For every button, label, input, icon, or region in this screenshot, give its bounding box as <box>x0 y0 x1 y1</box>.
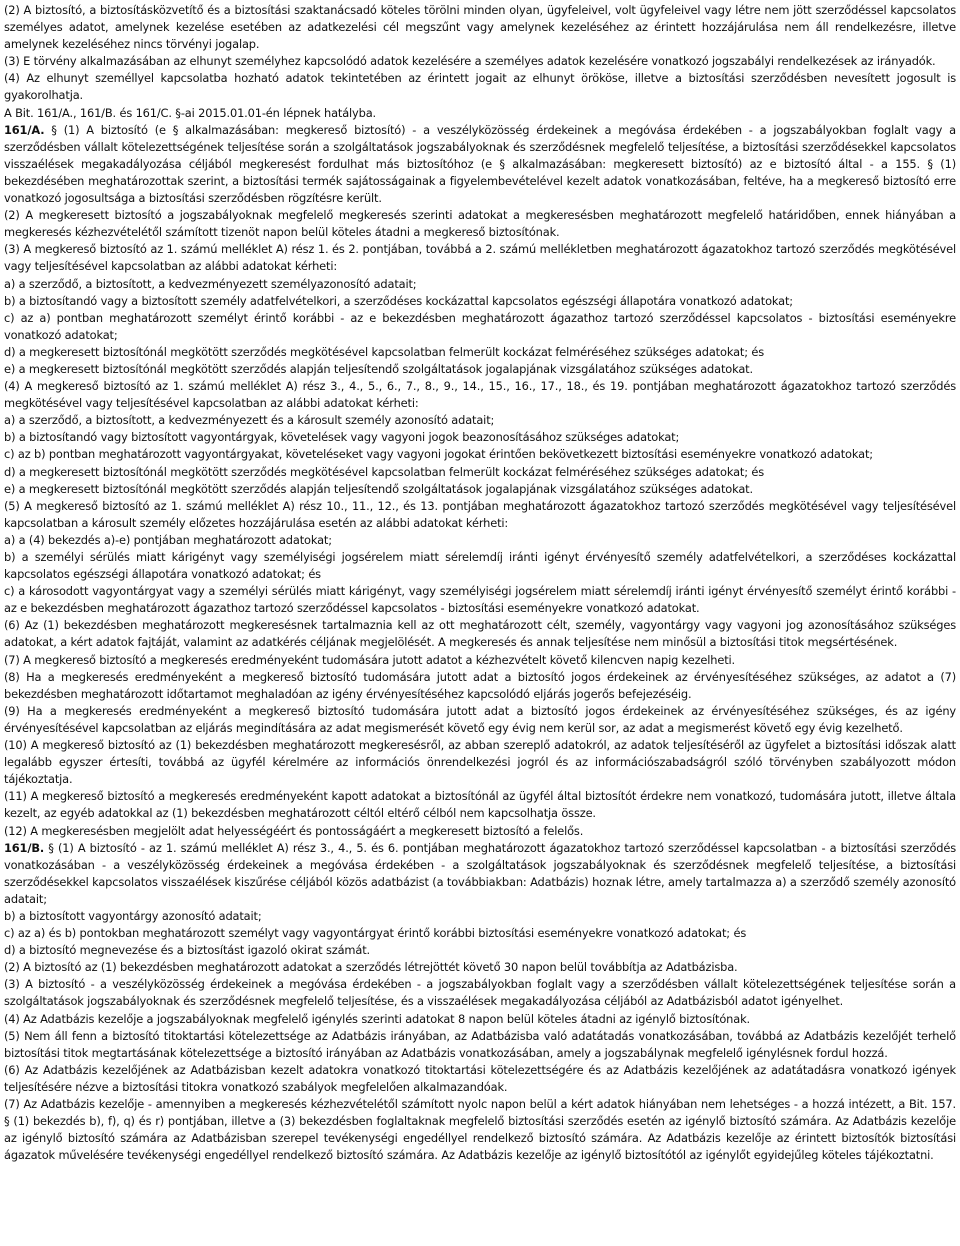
paragraph <box>4 105 956 122</box>
paragraph <box>4 498 956 532</box>
paragraph-text: § (1) A biztosító (e § alkalmazásában: megkereső biztosító) - a veszélyközösség érdekeinek a megóvása érdekében - a jogszabályokban foglalt vagy a szerződésben vállalt kötelezettségének teljesítése során a szolgáltatások jogszabályoknak és szerződésnek megfelelő teljesítése, a biztosítási szerződésekkel kapcsolatos visszaélések megakadályozása céljából megkeresést fordulhat más biztosítóhoz (e § alkalmazásában: megkeresett biztosító) az e biztosító által - a 155. § (1) bekezdésében meghatározottak szerint, a biztosítási termék sajátosságainak a figyelembevételével kezelt adatok vonatkozásában, feltéve, ha a megkereső biztosító erre vonatkozó jogosultsága a biztosítási szerződésben rögzítésre került. <box>4 122 956 206</box>
paragraph-text: (9) Ha a megkeresés eredményeként a megkereső biztosító tudomására jutott adat a biztosító jogos érdekeinek az érvényesítéséhez szükséges, és az igény érvényesítésével kapcsolatban az eljárás megindítására az adat megismerését követő egy évig nem kerül sor, az adat a megismerést követő egy évig kezelhető. <box>4 703 956 735</box>
section-number: 161/B. <box>4 840 45 855</box>
paragraph-text: (11) A megkereső biztosító a megkeresés eredményeként kapott adatokat a biztosítónál az ügyfél által biztosítót érdekre nem vonatkozó, tudomására jutott, illetve általa kezelt, az egyéb adatokkal az (1) bekezdésben meghatározott céltól eltérő célból nem kapcsolhatja össze. <box>4 789 956 821</box>
paragraph <box>4 70 956 104</box>
paragraph <box>4 2 956 53</box>
paragraph-text: (2) A megkeresett biztosító a jogszabályoknak megfelelő megkeresés szerinti adatokat a megkeresésben meghatározott megfelelő határidőben, ennek hiányában a megkeresés kézhezvételétől számított tizenöt napon belül köteles átadni a megkereső biztosítónak. <box>4 208 956 240</box>
paragraph-text: § (1) A biztosító - az 1. számú melléklet A) rész 3., 4., 5. és 6. pontjában meghatározott ágazatokhoz tartozó szerződéssel kapcsolatban - a biztosítási szerződés vonatkozásában - a veszélyközösség érdekeinek a megóvása érdekében - a szolgáltatások jogszabályoknak és szerződésnek megfelelő teljesítése, a biztosítási szerződésekkel kapcsolatos visszaélések kiszűrése céljából közös adatbázist (a továbbiakban: Adatbázis) hoznak létre, amely tartalmazza a) a szerződő személy azonosító adatait; <box>4 840 956 906</box>
paragraph <box>4 446 956 463</box>
paragraph-text: (3) E törvény alkalmazásában az elhunyt személyhez kapcsolódó adatok kezelésére a személyes adatok kezelésére vonatkozó jogszabályi rendelkezések az irányadók. <box>4 54 936 69</box>
paragraph-text: b) a biztosítandó vagy biztosított vagyontárgyak, követelések vagy vagyoni jogok beazonosításához szükséges adatokat; <box>4 430 680 445</box>
paragraph <box>4 464 956 481</box>
paragraph <box>4 241 956 275</box>
paragraph-text: (7) Az Adatbázis kezelője - amennyiben a megkeresés kézhezvételétől számított nyolc napon belül a kért adatok hiányában nem lehetséges - a hozzá intézett, a Bit. 157. § (1) bekezdés b), f), q) és r) pontjában, illetve a (3) bekezdésben foglaltaknak megfelelő biztosítási szerződés esetén az igénylő biztosító számára. Az Adatbázis kezelője az igénylő biztosító számára az Adatbázisban szerepel tevékenységi engedéllyel rendelkező biztosító számára. Az Adatbázis kezelője az érintett biztosítók biztosítási ágazatok művelésére tevékenységi engedéllyel rendelkező biztosító számára. Az Adatbázis kezelője az igénylő biztosítótól az igénylőt egyidejűleg köteles tájékoztatni. <box>4 1097 956 1163</box>
paragraph <box>4 310 956 344</box>
paragraph-text: (10) A megkereső biztosító az (1) bekezdésben meghatározott megkeresésről, az abban szereplő adatokról, az adatok teljesítéséről az ügyfelet a biztosítási időszak alatt legalább egyszer értesíti, továbbá az ügyfél kérelmére az információs önrendelkezési jogról és az információszabadságról szóló törvényben szabályozott módon tájékoztatja. <box>4 738 956 787</box>
paragraph-text: (8) Ha a megkeresés eredményeként a megkereső biztosító tudomására jutott adat a biztosító jogos érdekeinek az érvényesítéséhez szükséges, az adatot a (7) bekezdésben meghatározott időtartamot meghaladóan az igény érvényesítéséhez kapcsolódó eljárás jogerős befejezéséig. <box>4 669 956 701</box>
paragraph-text: (12) A megkeresésben megjelölt adat helyességéért és pontosságáért a megkeresett biztosító a felelős. <box>4 823 584 838</box>
paragraph <box>4 942 956 959</box>
paragraph-text: (4) A megkereső biztosító az 1. számú melléklet A) rész 3., 4., 5., 6., 7., 8., 9., 14., 15., 16., 17., 18., és 19. pontjában meghatározott ágazatokhoz tartozó szerződés megkötésével vagy teljesítésével kapcsolatban az alábbi adatokat kérheti: <box>4 379 956 411</box>
paragraph <box>4 840 956 908</box>
paragraph-text: a) a szerződő, a biztosított, a kedvezményezett személyazonosító adatait; <box>4 276 417 291</box>
paragraph-text: c) az b) pontban meghatározott vagyontárgyakat, követeléseket vagy vagyoni jogokat érintően bekövetkezett biztosítási eseményekre vonatkozó adatokat; <box>4 447 873 462</box>
paragraph <box>4 481 956 498</box>
paragraph-text: (5) Nem áll fenn a biztosító titoktartási kötelezettsége az Adatbázis irányában, az Adatbázisba való adatátadás vonatkozásában, továbbá az Adatbázis kezelőjét terhelő biztosítási titok megtartásának kötelezettsége a biztosító irányában az Adatbázis vonatkozásában, amely a jogszabálynak megfelelő igénylésnek fordul hozzá. <box>4 1028 956 1060</box>
paragraph-text: A Bit. 161/A., 161/B. és 161/C. §-ai 2015.01.01-én lépnek hatályba. <box>4 105 377 120</box>
paragraph-text: (2) A biztosító, a biztosításközvetítő és a biztosítási szaktanácsadó köteles törölni minden olyan, ügyfeleivel, volt ügyfeleivel vagy létre nem jött szerződéssel kapcsolatos személyes adatot, amelynek kezelése esetében az adatkezelési cél megszűnt vagy amelynek kezeléséhez az érintett hozzájárulása nem áll rendelkezésre, illetve amelynek kezeléséhez nincs törvényi jogalap. <box>4 3 956 52</box>
paragraph <box>4 976 956 1010</box>
paragraph <box>4 908 956 925</box>
paragraph <box>4 1062 956 1096</box>
paragraph <box>4 1011 956 1028</box>
paragraph <box>4 122 956 207</box>
paragraph <box>4 1028 956 1062</box>
paragraph <box>4 378 956 412</box>
paragraph-text: a) a (4) bekezdés a)-e) pontjában meghatározott adatokat; <box>4 532 332 547</box>
paragraph-text: (4) Az Adatbázis kezelője a jogszabályoknak megfelelő igénylés szerinti adatokat 8 napon belül köteles átadni az igénylő biztosítónak. <box>4 1011 750 1026</box>
paragraph-text: c) a károsodott vagyontárgyat vagy a személyi sérülés miatt kárigényt, vagy személyiségi jogsérelem miatt sérelemdíj iránti igényt érvényesítő személyt érintő korábbi - az e bekezdésben meghatározott ágazathoz tartozó szerződéssel kapcsolatos - biztosítási eseményekre vonatkozó adatokat. <box>4 584 956 616</box>
paragraph <box>4 1096 956 1164</box>
paragraph <box>4 788 956 822</box>
paragraph <box>4 412 956 429</box>
paragraph <box>4 959 956 976</box>
paragraph <box>4 53 956 70</box>
paragraph <box>4 925 956 942</box>
paragraph-text: a) a szerződő, a biztosított, a kedvezményezett és a károsult személy azonosító adatait; <box>4 413 495 428</box>
paragraph <box>4 549 956 583</box>
paragraph <box>4 361 956 378</box>
paragraph-text: b) a biztosított vagyontárgy azonosító adatait; <box>4 908 262 923</box>
paragraph <box>4 669 956 703</box>
paragraph <box>4 276 956 293</box>
paragraph-text: e) a megkeresett biztosítónál megkötött szerződés alapján teljesítendő szolgáltatások jogalapjának vizsgálatához szükséges adatokat. <box>4 361 753 376</box>
paragraph-text: (7) A megkereső biztosító a megkeresés eredményeként tudomására jutott adatot a kézhezvételt követő kilencven napig kezelheti. <box>4 652 736 667</box>
paragraph-text: b) a biztosítandó vagy a biztosított személy adatfelvételkori, a szerződéses kockázattal kapcsolatos egészségi állapotára vonatkozó adatokat; <box>4 293 793 308</box>
paragraph <box>4 344 956 361</box>
paragraph-text: d) a megkeresett biztosítónál megkötött szerződés megkötésével kapcsolatban felmerült kockázat felméréséhez szükséges adatokat; és <box>4 344 765 359</box>
paragraph-text: e) a megkeresett biztosítónál megkötött szerződés alapján teljesítendő szolgáltatások jogalapjának vizsgálatához szükséges adatokat. <box>4 481 753 496</box>
paragraph-text: (4) Az elhunyt személlyel kapcsolatba hozható adatok tekintetében az érintett jogait az elhunyt örököse, illetve a biztosítási szerződésben nevesített jogosult is gyakorolhatja. <box>4 71 956 103</box>
paragraph <box>4 703 956 737</box>
paragraph <box>4 207 956 241</box>
paragraph <box>4 293 956 310</box>
paragraph-text: c) az a) és b) pontokban meghatározott személyt vagy vagyontárgyat érintő korábbi biztosítási eseményekre vonatkozó adatokat; és <box>4 926 747 941</box>
paragraph-text: d) a biztosító megnevezése és a biztosítást igazoló okirat számát. <box>4 943 370 958</box>
paragraph-text: (3) A megkereső biztosító az 1. számú melléklet A) rész 1. és 2. pontjában, továbbá a 2. számú mellékletben meghatározott ágazatokhoz tartozó szerződés megkötésével vagy teljesítésével kapcsolatban az alábbi adatokat kérheti: <box>4 242 956 274</box>
paragraph <box>4 532 956 549</box>
paragraph-text: (3) A biztosító - a veszélyközösség érdekeinek a megóvása érdekében - a jogszabályokban foglalt vagy a szerződésben vállalt kötelezettségének teljesítése során a szolgáltatások jogszabályoknak és szerződésnek megfelelő teljesítése, és a visszaélések megakadályozása céljából az Adatbázisból adatot igényelhet. <box>4 977 956 1009</box>
paragraph-text: (2) A biztosító az (1) bekezdésben meghatározott adatokat a szerződés létrejöttét követő 30 napon belül továbbítja az Adatbázisba. <box>4 960 738 975</box>
paragraph-text: b) a személyi sérülés miatt kárigényt vagy személyiségi jogsérelem miatt sérelemdíj iránti igényt érvényesítő személy adatfelvételkori, a szerződéses kockázattal kapcsolatos egészségi állapotára vonatkozó adatokat; és <box>4 550 956 582</box>
paragraph-text: (6) Az Adatbázis kezelőjének az Adatbázisban kezelt adatokra vonatkozó titoktartási kötelezettségére és az Adatbázis kezelőjének az adatátadásra vonatkozó igények teljesítésére nézve a biztosítási titokra vonatkozó szabályok megfelelően alkalmazandóak. <box>4 1062 956 1094</box>
paragraph <box>4 823 956 840</box>
paragraph <box>4 652 956 669</box>
paragraph-text: d) a megkeresett biztosítónál megkötött szerződés megkötésével kapcsolatban felmerült kockázat felméréséhez szükséges adatokat; és <box>4 464 765 479</box>
section-number: 161/A. <box>4 122 45 137</box>
paragraph-text: c) az a) pontban meghatározott személyt érintő korábbi - az e bekezdésben meghatározott ágazathoz tartozó szerződéssel kapcsolatos - biztosítási eseményekre vonatkozó adatokat; <box>4 310 956 342</box>
paragraph <box>4 429 956 446</box>
paragraph-text: (6) Az (1) bekezdésben meghatározott megkeresésnek tartalmaznia kell az ott meghatározott célt, személy, vagyontárgy vagy vagyoni jog azonosításához szükséges adatokat, a kért adatok fajtáját, valamint az adatkérés céljának megjelölését. A megkeresés és annak teljesítése nem minősül a biztosítási titok megsértésének. <box>4 618 956 650</box>
paragraph <box>4 617 956 651</box>
paragraph <box>4 583 956 617</box>
paragraph <box>4 737 956 788</box>
paragraph-text: (5) A megkereső biztosító az 1. számú melléklet A) rész 10., 11., 12., és 13. pontjában meghatározott ágazatokhoz tartozó szerződés megkötésével vagy teljesítésével kapcsolatban a károsult személy előzetes hozzájárulása esetén az alábbi adatokat kérheti: <box>4 498 956 530</box>
